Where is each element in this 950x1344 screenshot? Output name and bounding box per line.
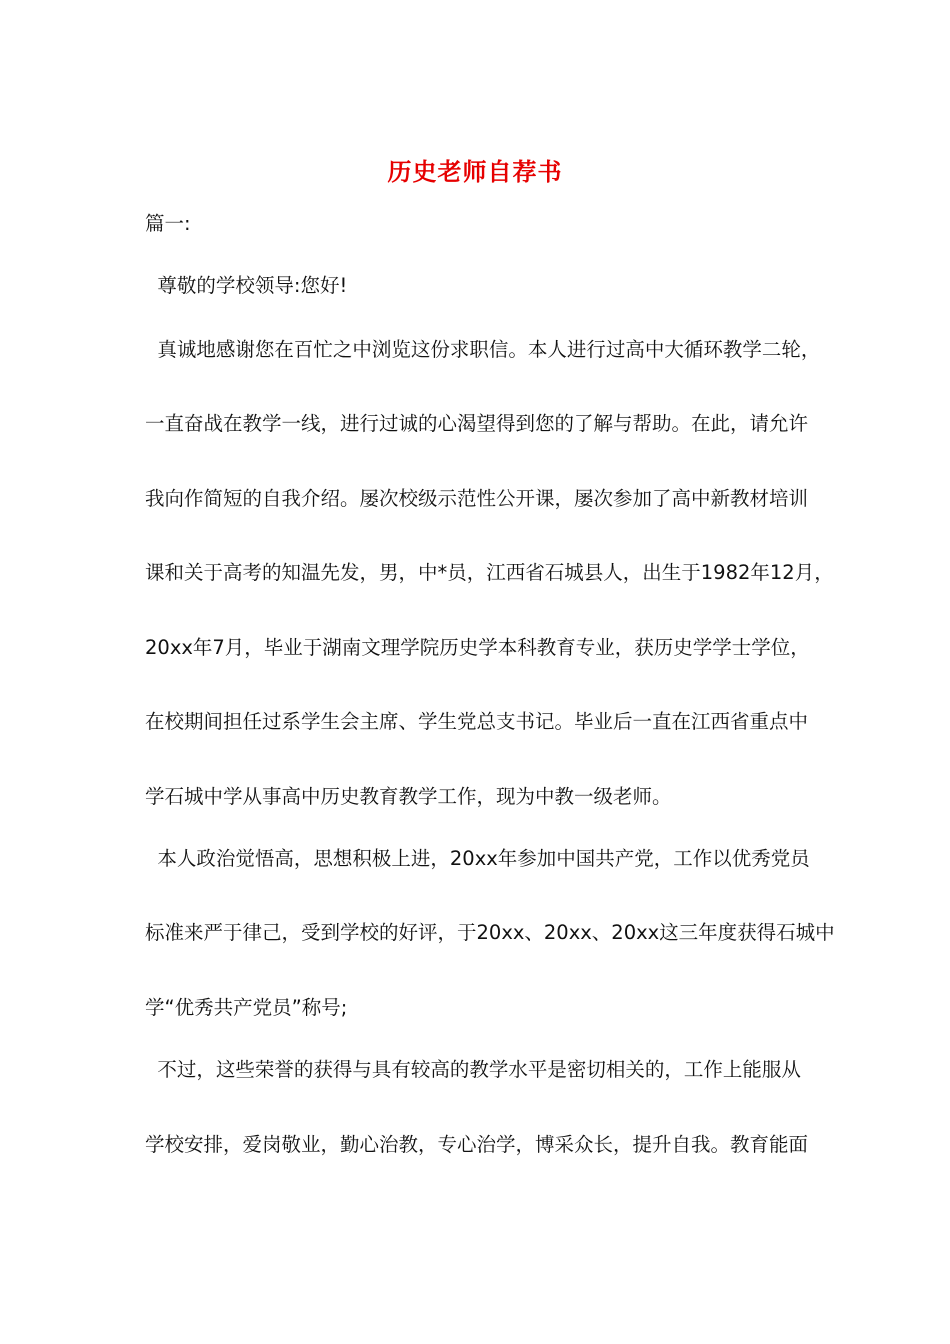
section-heading: 篇一: [145,212,191,235]
paragraph-line: 一直奋战在教学一线，进行过诚的心渴望得到您的了解与帮助。在此，请允许 [145,412,809,435]
paragraph-line: 学校安排，爱岗敬业，勤心治教，专心治学，博采众长，提升自我。教育能面 [145,1133,809,1156]
paragraph-line: 本人政治觉悟高，思想积极上进，20xx年参加中国共产党，工作以优秀党员 [145,847,810,870]
page-title: 历史老师自荐书 [387,157,563,186]
paragraph-line: 课和关于高考的知温先发，男，中*员，江西省石城县人，出生于1982年12月， [145,561,834,584]
paragraph-line: 不过，这些荣誉的获得与具有较高的教学水平是密切相关的，工作上能服从 [145,1058,801,1081]
paragraph-line: 我向作简短的自我介绍。屡次校级示范性公开课，屡次参加了高中新教材培训 [145,487,809,510]
paragraph-line: 标准来严于律己，受到学校的好评，于20xx、20xx、20xx这三年度获得石城中 [145,921,835,944]
salutation: 尊敬的学校领导:您好! [145,274,348,297]
paragraph-line: 20xx年7月，毕业于湖南文理学院历史学本科教育专业，获历史学学士学位， [145,636,810,659]
paragraph-line: 真诚地感谢您在百忙之中浏览这份求职信。本人进行过高中大循环教学二轮， [145,338,821,361]
paragraph-line: 学“优秀共产党员”称号; [145,996,348,1019]
paragraph-line: 在校期间担任过系学生会主席、学生党总支书记。毕业后一直在江西省重点中 [145,710,809,733]
paragraph-line: 学石城中学从事高中历史教育教学工作，现为中教一级老师。 [145,785,672,808]
